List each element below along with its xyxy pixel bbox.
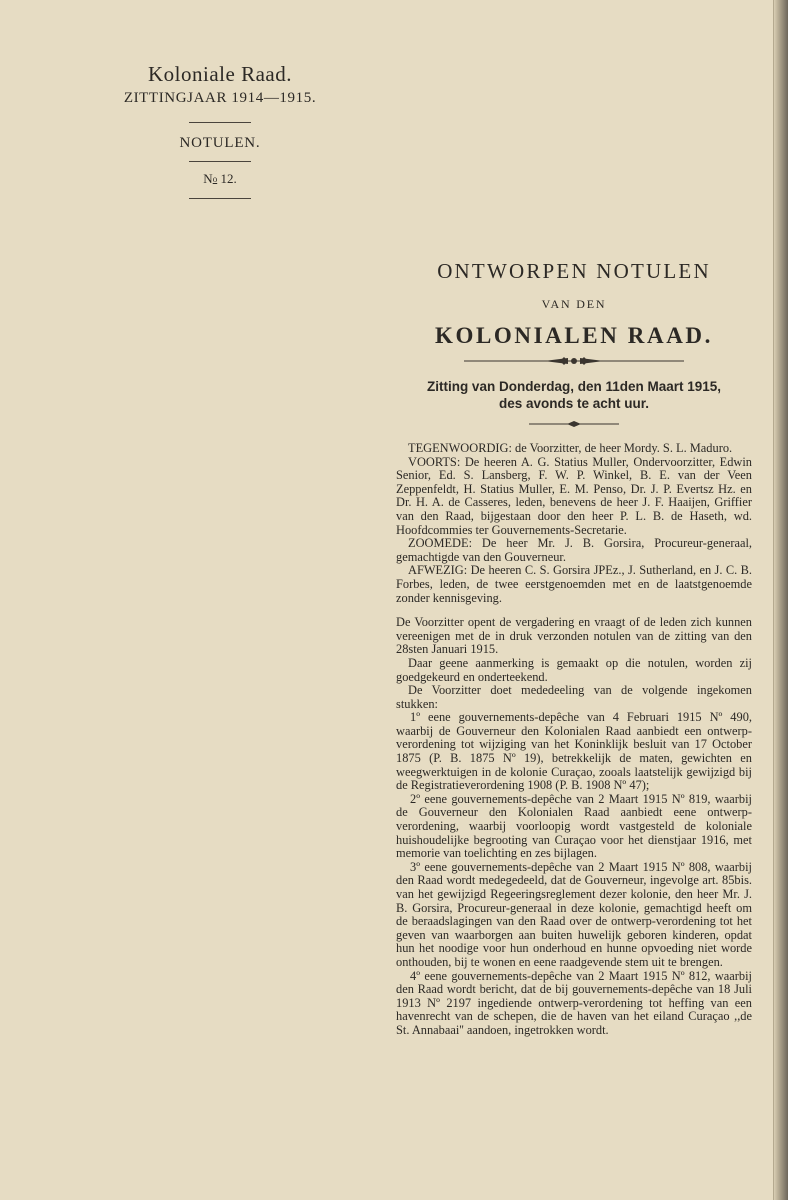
divider: [189, 161, 251, 162]
issue-number-sup: o: [212, 174, 218, 184]
issue-number: [90, 170, 350, 188]
masthead-title: Koloniale Raad.: [148, 62, 292, 86]
attendance-others: VOORTS: De heeren A. G. Statius Muller, Ondervoorzitter, Edwin Senior, Ed. S. Lansberg, F. W. P. Winkel, B. E. van der Veen Zeppenfeldt, H. Statius Muller, E. M. Penso, Dr. J. P. Evertsz Hz. en Dr. H. A. de Casseres, leden, benevens de heer J. F. Haaijen, Griffier van den Raad, bijgestaan door den heer P. L. B. de Haseth, wd. Hoofdcommies ter Gouvernements-Secretarie.: [396, 454, 752, 537]
issue-number-prefix: N: [203, 171, 213, 186]
list-item: 4º eene gouvernements-depêche van 2 Maart 1915 Nº 812, waarbij den Raad wordt bericht, dat de bij gouvernements-depêche van 18 Juli 1913 Nº 2197 ingediende ontwerp-verordening tot heffing van een havenrecht van de schepen, die de haven van het eiland Curaçao ,,de St. Annabaai'' aandoen, ingetrokken wordt.: [396, 968, 752, 1037]
paragraph: Daar geene aanmerking is gemaakt op die notulen, worden zij goedgekeurd en onderteekend.: [396, 655, 752, 684]
divider: [189, 198, 251, 199]
attendance-also: ZOOMEDE: De heer Mr. J. B. Gorsira, Procureur-generaal, gemachtigde van den Gouverneur.: [396, 536, 752, 564]
masthead: [90, 60, 350, 199]
divider: [189, 122, 251, 123]
document-subtitle: VAN DEN: [541, 297, 607, 311]
session-year: ZITTINGJAAR 1914—1915.: [123, 90, 317, 106]
session-line-1: Zitting van Donderdag, den 11den Maart 1915,: [426, 379, 722, 394]
list-item: 2º eene gouvernements-depêche van 2 Maart 1915 Nº 819, waarbij de Gouverneur den Kolonialen Raad aanbiedt eene ontwerp-verordening, waarbij voorloopig wordt vastgesteld de koloniale huishoudelijke begrooting van Curaçao voor het dienstjaar 1916, met memorie van toelichting en zes bijlagen.: [396, 791, 752, 861]
paragraph: De Voorzitter opent de vergadering en vraagt of de leden zich kunnen vereenigen met de in druk verzonden notulen van de zitting van den 28sten Januari 1915.: [396, 615, 752, 657]
attendance-absent: AFWEZIG: De heeren C. S. Gorsira JPEz., J. Sutherland, en J. C. B. Forbes, leden, de twee eerstgenoemden met en de laatstgenoemde zonder kennisgeving.: [396, 563, 752, 605]
paragraph: De Voorzitter doet mededeeling van de volgende ingekomen stukken:: [396, 683, 752, 711]
page-edge: [774, 0, 788, 1200]
council-name: KOLONIALEN RAAD.: [434, 323, 713, 348]
document-title: ONTWORPEN NOTULEN: [437, 259, 711, 283]
issue-number-value: 12.: [217, 171, 237, 186]
section-label: NOTULEN.: [179, 135, 261, 151]
session-line-2: des avonds te acht uur.: [498, 396, 650, 411]
main-column: [396, 258, 752, 1038]
attendance-present: TEGENWOORDIG: de Voorzitter, de heer Mordy. S. L. Maduro.: [408, 441, 733, 455]
ornament-icon: [464, 356, 684, 366]
list-item: 3º eene gouvernements-depêche van 2 Maart 1915 Nº 808, waarbij den Raad wordt medegedeeld, dat de Gouverneur, ingevolge art. 85bis. van het gewijzigd Regeeringsreglement dezer kolonie, den heer Mr. J. B. Gorsira, Procureur-generaal in deze kolonie, gemachtigd heeft om de beraadslagingen van den Raad over de ontwerp-verordening tot het geven van waarborgen aan buiten huwelijk geboren kinderen, opdat hun het noodige voor hun onderhoud en hunne opvoeding niet worde onthouden, bij te wonen en eene raadgevende stem uit te brengen.: [396, 859, 752, 969]
divider-ornament-icon: [529, 420, 619, 428]
list-item: 1º eene gouvernements-depêche van 4 Februari 1915 Nº 490, waarbij de Gouverneur den Kolonialen Raad aanbiedt een ontwerp-verordening tot wijziging van het Koninklijk besluit van 17 October 1875 (P. B. 1875 Nº 19), betrekkelijk de maten, gewichten en weegwerktuigen in de kolonie Curaçao, zooals laatstelijk gewijzigd bij de Registratieverordening 1908 (P. B. 1908 Nº 47);: [396, 710, 752, 793]
